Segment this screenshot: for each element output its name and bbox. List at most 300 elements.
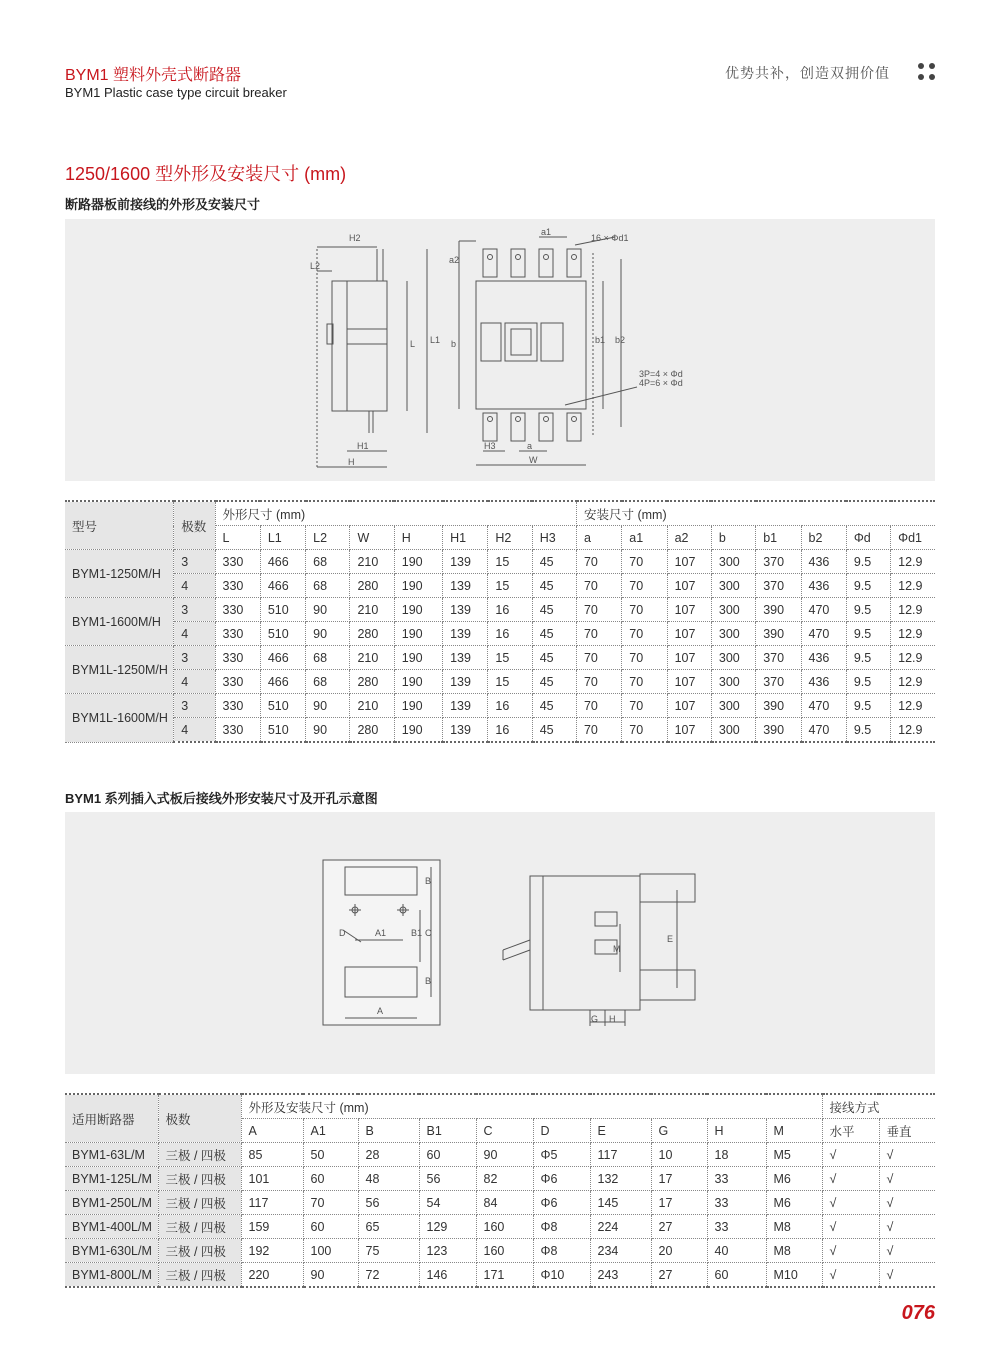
value-cell: 107: [667, 574, 711, 598]
column-header: Φd: [846, 526, 890, 550]
header-model: 型号: [65, 501, 174, 550]
header-horizontal: 水平: [822, 1119, 879, 1143]
value-cell: 70: [622, 694, 667, 718]
poles-cell: 3: [174, 598, 215, 622]
value-cell: 139: [443, 550, 488, 574]
value-cell: 300: [711, 622, 755, 646]
value-cell: 9.5: [846, 694, 890, 718]
value-cell: 280: [350, 574, 394, 598]
table-row: [65, 574, 935, 598]
poles-cell: 三极 / 四极: [158, 1239, 241, 1263]
value-cell: 436: [801, 670, 846, 694]
header-outline-group: 外形尺寸 (mm): [215, 501, 576, 526]
label-E: E: [667, 934, 674, 944]
poles-cell: 三极 / 四极: [158, 1191, 241, 1215]
table-row: [65, 1263, 935, 1288]
header-poles: 极数: [174, 501, 215, 550]
column-header: L2: [306, 526, 350, 550]
value-cell: 15: [488, 550, 532, 574]
value-cell: 470: [801, 718, 846, 743]
table-row: [65, 1239, 935, 1263]
section2-subtitle: BYM1 系列插入式板后接线外形安装尺寸及开孔示意图: [65, 791, 378, 806]
value-cell: 171: [476, 1263, 533, 1288]
value-cell: 510: [260, 718, 305, 743]
column-header: Φd1: [891, 526, 935, 550]
value-cell: 330: [215, 550, 260, 574]
value-cell: 466: [260, 646, 305, 670]
column-header: H1: [443, 526, 488, 550]
slogan: 优势共补，创造双拥价值: [725, 65, 890, 81]
value-cell: M8: [766, 1239, 822, 1263]
model-cell: BYM1-1600M/H: [65, 598, 174, 646]
value-cell: M5: [766, 1143, 822, 1167]
column-header: L1: [260, 526, 305, 550]
value-cell: 16: [488, 694, 532, 718]
value-cell: 48: [358, 1167, 419, 1191]
value-cell: 190: [394, 694, 442, 718]
value-cell: 45: [532, 718, 576, 743]
value-cell: 390: [756, 694, 801, 718]
value-cell: 300: [711, 550, 755, 574]
value-cell: 33: [707, 1215, 766, 1239]
check-vertical: √: [879, 1143, 935, 1167]
value-cell: 436: [801, 574, 846, 598]
table-row: [65, 694, 935, 718]
value-cell: 9.5: [846, 670, 890, 694]
label-d-note-3p: 3P=4 × Φd: [639, 369, 683, 379]
value-cell: 70: [622, 574, 667, 598]
column-header: M: [766, 1119, 822, 1143]
check-horizontal: √: [822, 1239, 879, 1263]
value-cell: 390: [756, 622, 801, 646]
value-cell: 70: [576, 574, 621, 598]
breaker-cell: BYM1-400L/M: [65, 1215, 158, 1239]
breaker-cell: BYM1-250L/M: [65, 1191, 158, 1215]
value-cell: 68: [306, 646, 350, 670]
value-cell: 330: [215, 670, 260, 694]
value-cell: 12.9: [891, 550, 935, 574]
value-cell: 90: [303, 1263, 358, 1288]
label-a2: a2: [449, 255, 460, 265]
value-cell: 65: [358, 1215, 419, 1239]
value-cell: 54: [419, 1191, 476, 1215]
column-header: H3: [532, 526, 576, 550]
value-cell: Φ5: [533, 1143, 590, 1167]
value-cell: 90: [306, 622, 350, 646]
value-cell: 139: [443, 718, 488, 743]
value-cell: 129: [419, 1215, 476, 1239]
value-cell: 190: [394, 670, 442, 694]
value-cell: 70: [622, 598, 667, 622]
value-cell: Φ8: [533, 1215, 590, 1239]
value-cell: 70: [576, 670, 621, 694]
value-cell: 40: [707, 1239, 766, 1263]
column-header: W: [350, 526, 394, 550]
table-header-row: [65, 501, 935, 526]
poles-cell: 3: [174, 646, 215, 670]
value-cell: 45: [532, 550, 576, 574]
table-row: [65, 718, 935, 743]
value-cell: 70: [622, 550, 667, 574]
value-cell: 470: [801, 694, 846, 718]
column-header: H: [707, 1119, 766, 1143]
value-cell: M6: [766, 1167, 822, 1191]
value-cell: 139: [443, 670, 488, 694]
value-cell: 300: [711, 694, 755, 718]
column-header: b2: [801, 526, 846, 550]
value-cell: 107: [667, 718, 711, 743]
value-cell: 117: [590, 1143, 651, 1167]
label-B-bottom: B: [425, 976, 432, 986]
model-cell: BYM1-1250M/H: [65, 550, 174, 598]
label-G: G: [591, 1014, 599, 1024]
table-row: [65, 646, 935, 670]
value-cell: 12.9: [891, 646, 935, 670]
label-H1: H1: [357, 441, 369, 451]
value-cell: 56: [419, 1167, 476, 1191]
label-H2: H2: [349, 233, 361, 243]
value-cell: Φ6: [533, 1191, 590, 1215]
value-cell: 190: [394, 718, 442, 743]
value-cell: 107: [667, 622, 711, 646]
dots-icon: [918, 63, 936, 81]
value-cell: 107: [667, 694, 711, 718]
column-header: L: [215, 526, 260, 550]
column-header: G: [651, 1119, 707, 1143]
value-cell: 12.9: [891, 670, 935, 694]
value-cell: 330: [215, 598, 260, 622]
label-H: H: [609, 1014, 616, 1024]
label-B1: B1: [411, 928, 423, 938]
column-header: E: [590, 1119, 651, 1143]
label-D: D: [339, 928, 346, 938]
value-cell: 300: [711, 670, 755, 694]
value-cell: 70: [303, 1191, 358, 1215]
value-cell: 45: [532, 574, 576, 598]
value-cell: M10: [766, 1263, 822, 1288]
value-cell: 12.9: [891, 574, 935, 598]
value-cell: 100: [303, 1239, 358, 1263]
label-a: a: [527, 441, 533, 451]
value-cell: 20: [651, 1239, 707, 1263]
value-cell: 470: [801, 622, 846, 646]
value-cell: 90: [476, 1143, 533, 1167]
value-cell: 192: [241, 1239, 303, 1263]
value-cell: 18: [707, 1143, 766, 1167]
value-cell: 190: [394, 646, 442, 670]
header-vertical: 垂直: [879, 1119, 935, 1143]
column-header: a2: [667, 526, 711, 550]
value-cell: 436: [801, 646, 846, 670]
table-row: [65, 670, 935, 694]
value-cell: 159: [241, 1215, 303, 1239]
label-b: b: [451, 339, 457, 349]
header-install-group: 安装尺寸 (mm): [576, 501, 935, 526]
value-cell: 370: [756, 646, 801, 670]
poles-cell: 3: [174, 694, 215, 718]
value-cell: 72: [358, 1263, 419, 1288]
front-wiring-drawing: [65, 219, 935, 481]
value-cell: 139: [443, 694, 488, 718]
value-cell: 27: [651, 1263, 707, 1288]
value-cell: 370: [756, 550, 801, 574]
value-cell: M8: [766, 1215, 822, 1239]
value-cell: 330: [215, 694, 260, 718]
value-cell: 390: [756, 598, 801, 622]
value-cell: 101: [241, 1167, 303, 1191]
check-horizontal: √: [822, 1143, 879, 1167]
value-cell: Φ8: [533, 1239, 590, 1263]
value-cell: 45: [532, 598, 576, 622]
value-cell: 33: [707, 1191, 766, 1215]
value-cell: 280: [350, 670, 394, 694]
value-cell: 12.9: [891, 598, 935, 622]
column-header: D: [533, 1119, 590, 1143]
value-cell: 70: [576, 718, 621, 743]
value-cell: 85: [241, 1143, 303, 1167]
value-cell: 190: [394, 622, 442, 646]
value-cell: 300: [711, 718, 755, 743]
value-cell: 68: [306, 670, 350, 694]
column-header: a: [576, 526, 621, 550]
value-cell: 17: [651, 1167, 707, 1191]
value-cell: 107: [667, 598, 711, 622]
value-cell: 330: [215, 622, 260, 646]
value-cell: 117: [241, 1191, 303, 1215]
label-A1: A1: [375, 928, 387, 938]
page-number: 076: [901, 1302, 935, 1324]
check-horizontal: √: [822, 1191, 879, 1215]
rear-wiring-drawing: [65, 812, 935, 1074]
table-row: [65, 1191, 935, 1215]
label-b1: b1: [595, 335, 606, 345]
value-cell: 12.9: [891, 622, 935, 646]
value-cell: 243: [590, 1263, 651, 1288]
value-cell: 210: [350, 550, 394, 574]
table-row: [65, 1167, 935, 1191]
label-C: C: [425, 928, 432, 938]
value-cell: 160: [476, 1215, 533, 1239]
table-header-row: [65, 1094, 935, 1119]
dimension-table-1250-1600: [65, 500, 935, 743]
table-row: [65, 598, 935, 622]
poles-cell: 4: [174, 718, 215, 743]
catalog-title-en: BYM1 Plastic case type circuit breaker: [65, 85, 287, 100]
model-cell: BYM1L-1600M/H: [65, 694, 174, 743]
value-cell: 60: [707, 1263, 766, 1288]
check-vertical: √: [879, 1191, 935, 1215]
value-cell: 60: [303, 1215, 358, 1239]
label-L2: L2: [310, 261, 321, 271]
value-cell: 466: [260, 550, 305, 574]
label-W: W: [529, 455, 538, 465]
value-cell: 17: [651, 1191, 707, 1215]
catalog-title-cn: BYM1 塑料外壳式断路器: [65, 67, 242, 84]
label-M: M: [613, 944, 621, 954]
label-L1: L1: [430, 335, 441, 345]
column-header: B: [358, 1119, 419, 1143]
value-cell: M6: [766, 1191, 822, 1215]
value-cell: 84: [476, 1191, 533, 1215]
poles-cell: 三极 / 四极: [158, 1167, 241, 1191]
label-d-note-4p: 4P=6 × Φd: [639, 378, 683, 388]
value-cell: 16: [488, 622, 532, 646]
check-vertical: √: [879, 1215, 935, 1239]
value-cell: 90: [306, 718, 350, 743]
value-cell: 132: [590, 1167, 651, 1191]
value-cell: 224: [590, 1215, 651, 1239]
poles-cell: 3: [174, 550, 215, 574]
column-header: H2: [488, 526, 532, 550]
value-cell: 68: [306, 574, 350, 598]
value-cell: 15: [488, 646, 532, 670]
value-cell: 146: [419, 1263, 476, 1288]
poles-cell: 三极 / 四极: [158, 1215, 241, 1239]
value-cell: 107: [667, 670, 711, 694]
value-cell: 210: [350, 694, 394, 718]
check-vertical: √: [879, 1167, 935, 1191]
value-cell: 70: [622, 646, 667, 670]
header-breaker: 适用断路器: [65, 1094, 158, 1143]
value-cell: 70: [576, 646, 621, 670]
value-cell: 190: [394, 550, 442, 574]
value-cell: 190: [394, 574, 442, 598]
value-cell: 70: [576, 694, 621, 718]
column-header: b: [711, 526, 755, 550]
value-cell: Φ10: [533, 1263, 590, 1288]
value-cell: 70: [576, 598, 621, 622]
value-cell: 50: [303, 1143, 358, 1167]
value-cell: 210: [350, 598, 394, 622]
value-cell: 139: [443, 574, 488, 598]
value-cell: 60: [419, 1143, 476, 1167]
header-poles: 极数: [158, 1094, 241, 1143]
value-cell: 510: [260, 598, 305, 622]
drawing-panel-2: [65, 812, 935, 1074]
table-row: [65, 550, 935, 574]
value-cell: 9.5: [846, 598, 890, 622]
value-cell: 436: [801, 550, 846, 574]
poles-cell: 4: [174, 622, 215, 646]
value-cell: 9.5: [846, 646, 890, 670]
column-header: a1: [622, 526, 667, 550]
model-cell: BYM1L-1250M/H: [65, 646, 174, 694]
poles-cell: 三极 / 四极: [158, 1263, 241, 1288]
value-cell: 510: [260, 622, 305, 646]
value-cell: 139: [443, 622, 488, 646]
value-cell: 300: [711, 598, 755, 622]
value-cell: 280: [350, 718, 394, 743]
value-cell: 45: [532, 622, 576, 646]
value-cell: 300: [711, 574, 755, 598]
value-cell: 15: [488, 574, 532, 598]
value-cell: 190: [394, 598, 442, 622]
value-cell: 70: [622, 622, 667, 646]
column-header: H: [394, 526, 442, 550]
check-horizontal: √: [822, 1167, 879, 1191]
value-cell: 139: [443, 598, 488, 622]
column-header: b1: [756, 526, 801, 550]
value-cell: 9.5: [846, 574, 890, 598]
check-horizontal: √: [822, 1263, 879, 1288]
value-cell: 370: [756, 574, 801, 598]
check-vertical: √: [879, 1263, 935, 1288]
value-cell: 15: [488, 670, 532, 694]
header-wiring-group: 接线方式: [822, 1094, 935, 1119]
label-a1: a1: [541, 227, 552, 237]
poles-cell: 4: [174, 574, 215, 598]
section-title: 1250/1600 型外形及安装尺寸 (mm): [65, 164, 347, 184]
breaker-cell: BYM1-630L/M: [65, 1239, 158, 1263]
section1-subtitle: 断路器板前接线的外形及安装尺寸: [65, 197, 261, 212]
value-cell: 370: [756, 670, 801, 694]
value-cell: 82: [476, 1167, 533, 1191]
value-cell: 470: [801, 598, 846, 622]
label-d1-note: 16 × Φd1: [591, 233, 629, 243]
dimension-table-rear-wiring: [65, 1093, 935, 1288]
label-b2: b2: [615, 335, 626, 345]
value-cell: 330: [215, 646, 260, 670]
value-cell: 280: [350, 622, 394, 646]
value-cell: 12.9: [891, 694, 935, 718]
check-vertical: √: [879, 1239, 935, 1263]
poles-cell: 4: [174, 670, 215, 694]
value-cell: 16: [488, 718, 532, 743]
breaker-cell: BYM1-800L/M: [65, 1263, 158, 1288]
value-cell: 160: [476, 1239, 533, 1263]
value-cell: 70: [576, 550, 621, 574]
value-cell: 9.5: [846, 718, 890, 743]
value-cell: 123: [419, 1239, 476, 1263]
value-cell: 70: [622, 718, 667, 743]
value-cell: 45: [532, 670, 576, 694]
value-cell: 466: [260, 574, 305, 598]
poles-cell: 三极 / 四极: [158, 1143, 241, 1167]
value-cell: 70: [622, 670, 667, 694]
value-cell: 9.5: [846, 550, 890, 574]
value-cell: 107: [667, 550, 711, 574]
label-H: H: [348, 457, 355, 467]
value-cell: 16: [488, 598, 532, 622]
value-cell: 45: [532, 694, 576, 718]
value-cell: 107: [667, 646, 711, 670]
value-cell: 145: [590, 1191, 651, 1215]
table-row: [65, 1143, 935, 1167]
table-row: [65, 622, 935, 646]
value-cell: 12.9: [891, 718, 935, 743]
value-cell: 33: [707, 1167, 766, 1191]
column-header: A: [241, 1119, 303, 1143]
value-cell: 75: [358, 1239, 419, 1263]
breaker-cell: BYM1-125L/M: [65, 1167, 158, 1191]
value-cell: 60: [303, 1167, 358, 1191]
value-cell: 45: [532, 646, 576, 670]
value-cell: 10: [651, 1143, 707, 1167]
label-H3: H3: [484, 441, 496, 451]
value-cell: 28: [358, 1143, 419, 1167]
check-horizontal: √: [822, 1215, 879, 1239]
value-cell: 139: [443, 646, 488, 670]
value-cell: 330: [215, 574, 260, 598]
value-cell: 510: [260, 694, 305, 718]
value-cell: 90: [306, 694, 350, 718]
label-A: A: [377, 1006, 384, 1016]
value-cell: 68: [306, 550, 350, 574]
breaker-cell: BYM1-63L/M: [65, 1143, 158, 1167]
value-cell: 70: [576, 622, 621, 646]
label-L: L: [410, 339, 416, 349]
value-cell: 90: [306, 598, 350, 622]
